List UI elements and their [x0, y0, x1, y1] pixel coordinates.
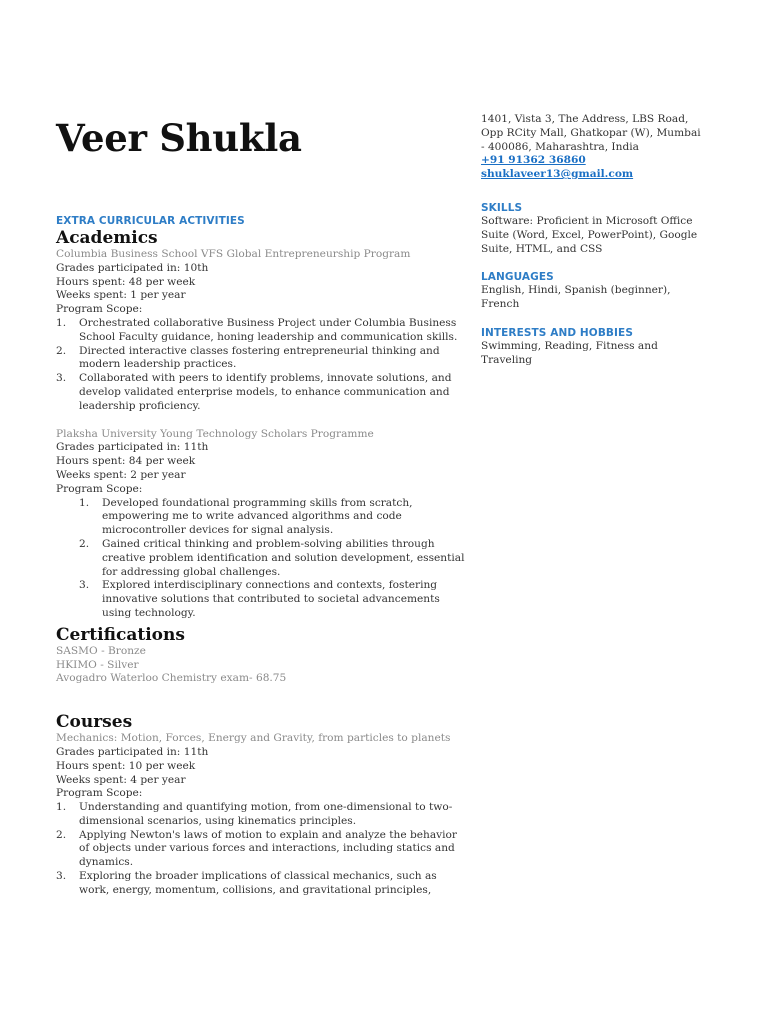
course-grades: Grades participated in: 11th: [56, 745, 209, 758]
list-item: 3. Collaborated with peers to identify problems, innovate solutions, and develop validated enterprise models, to enhance communication and leadership proficiency.: [56, 372, 452, 412]
interests-text: Swimming, Reading, Fitness and Traveling: [481, 339, 658, 366]
certification-item: Avogadro Waterloo Chemistry exam- 68.75: [56, 672, 287, 685]
languages-text: English, Hindi, Spanish (beginner), French: [481, 284, 671, 311]
program-weeks: Weeks spent: 1 per year: [56, 289, 186, 302]
program-hours: Hours spent: 84 per week: [56, 455, 196, 468]
skills-text: Software: Proficient in Microsoft Office Suite (Word, Excel, PowerPoint), Google Suite, HTML, and CSS: [481, 214, 698, 255]
program-scope-list: [56, 317, 468, 414]
certification-item: HKIMO - Silver: [56, 658, 139, 671]
list-item: 3. Explored interdisciplinary connections and contexts, fostering innovative solutions that contributed to societal advancements using technology.: [79, 579, 440, 619]
list-item: 2. Applying Newton's laws of motion to explain and analyze the behavior of objects under various forces and interactions, including statics and dynamics.: [56, 828, 457, 869]
program-title: Columbia Business School VFS Global Entrepreneurship Program: [56, 248, 411, 260]
academics-heading: Academics: [56, 228, 158, 248]
program-plaksha: [56, 428, 468, 621]
program-weeks: Weeks spent: 2 per year: [56, 468, 186, 481]
phone-link[interactable]: +91 91362 36860: [481, 154, 586, 167]
course-mechanics: [56, 732, 468, 898]
list-item: 1. Orchestrated collaborative Business Project under Columbia Business School Faculty guidance, honing leadership and communication skills.: [56, 316, 458, 343]
program-hours: Hours spent: 48 per week: [56, 275, 196, 288]
course-title: Mechanics: Motion, Forces, Energy and Gravity, from particles to planets: [56, 732, 451, 745]
program-scope-label: Program Scope:: [56, 303, 143, 316]
list-item: 1. Understanding and quantifying motion, from one-dimensional to two-dimensional scenarios, using kinematics principles.: [56, 801, 453, 827]
interests-label: INTERESTS AND HOBBIES: [481, 326, 633, 339]
list-item: 2. Gained critical thinking and problem-solving abilities through creative problem identification and solution development, essential for addressing global challenges.: [79, 537, 465, 578]
email-link[interactable]: shuklaveer13@gmail.com: [481, 168, 634, 181]
course-hours: Hours spent: 10 per week: [56, 759, 196, 772]
certification-item: SASMO - Bronze: [56, 644, 146, 657]
sidebar-column: [481, 113, 703, 368]
main-column: [56, 112, 468, 898]
extra-curricular-label: EXTRA CURRICULAR ACTIVITIES: [56, 215, 245, 227]
course-scope-label: Program Scope:: [56, 787, 143, 800]
program-grades: Grades participated in: 10th: [56, 261, 209, 274]
languages-label: LANGUAGES: [481, 271, 554, 284]
list-item: 2. Directed interactive classes fostering entrepreneurial thinking and modern leadership practices.: [56, 344, 440, 371]
list-item: 3. Exploring the broader implications of classical mechanics, such as work, energy, momentum, collisions, and gravitational principles,: [56, 870, 437, 896]
course-scope-list: [56, 801, 468, 898]
certifications-heading: Certifications: [56, 624, 185, 645]
contact-address: 1401, Vista 3, The Address, LBS Road, Opp RCity Mall, Ghatkopar (W), Mumbai - 400086, Maharashtra, India: [481, 113, 701, 153]
course-weeks: Weeks spent: 4 per year: [56, 773, 186, 786]
program-grades: Grades participated in: 11th: [56, 441, 209, 454]
program-columbia: [56, 248, 468, 414]
program-title: Plaksha University Young Technology Scholars Programme: [56, 427, 374, 440]
candidate-name: Veer Shukla: [56, 116, 302, 160]
list-item: 1. Developed foundational programming skills from scratch, empowering me to write advanced algorithms and code microcontroller devices for signal analysis.: [79, 496, 413, 537]
courses-heading: Courses: [56, 712, 133, 733]
program-scope-label: Program Scope:: [56, 482, 143, 495]
program-scope-list: [56, 497, 468, 621]
skills-label: SKILLS: [481, 201, 523, 214]
